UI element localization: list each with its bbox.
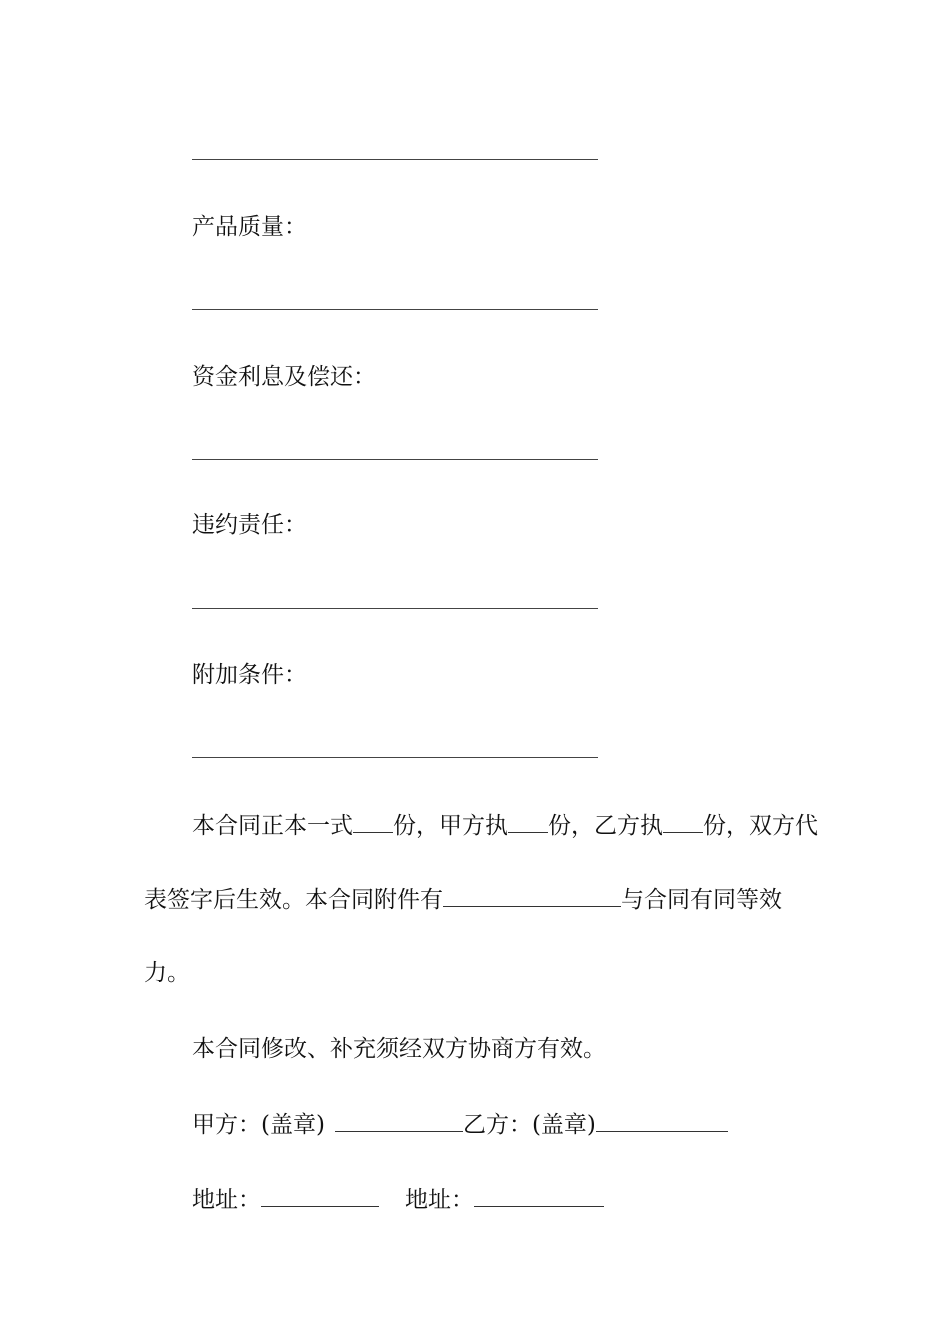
address-b-blank xyxy=(474,1184,604,1207)
additional-terms-fill-line xyxy=(192,757,598,758)
funds-interest-fill-line xyxy=(192,459,598,460)
copies-text-3: 份，乙方执 xyxy=(548,813,663,839)
additional-terms-label: 附加条件： xyxy=(192,662,307,688)
party-a-blank xyxy=(335,1109,463,1132)
product-quality-fill-line xyxy=(192,309,598,310)
address-a-label: 地址： xyxy=(192,1187,261,1213)
copies-text-2: 份，甲方执 xyxy=(393,813,508,839)
copies-text-5: 表签字后生效。本合同附件有 xyxy=(144,887,443,913)
product-quality-label: 产品质量： xyxy=(192,214,307,240)
address-b-label: 地址： xyxy=(405,1187,474,1213)
copies-text-4: 份，双方代 xyxy=(703,813,818,839)
funds-interest-label: 资金利息及偿还： xyxy=(192,364,376,390)
copies-paragraph-line-1 xyxy=(192,810,818,841)
breach-liability-fill-line xyxy=(192,608,598,609)
party-b-label: 乙方：(盖章) xyxy=(462,1112,596,1138)
address-a-blank xyxy=(261,1184,379,1207)
signature-line xyxy=(192,1109,728,1140)
address-line xyxy=(192,1184,604,1215)
amendment-text: 本合同修改、补充须经双方协商方有效。 xyxy=(192,1036,606,1062)
copies-text-1: 本合同正本一式 xyxy=(192,813,353,839)
copies-party-b-blank xyxy=(663,810,703,833)
copies-total-blank xyxy=(353,810,393,833)
copies-party-a-blank xyxy=(508,810,548,833)
party-a-label: 甲方：(盖章) xyxy=(192,1112,325,1138)
copies-text-6: 与合同有同等效 xyxy=(621,887,782,913)
copies-paragraph-line-2 xyxy=(144,884,782,915)
party-b-blank xyxy=(596,1109,728,1132)
attachment-blank xyxy=(443,884,621,907)
breach-liability-label: 违约责任： xyxy=(192,512,307,538)
fill-line xyxy=(192,159,598,160)
copies-paragraph-line-3: 力。 xyxy=(144,960,190,986)
